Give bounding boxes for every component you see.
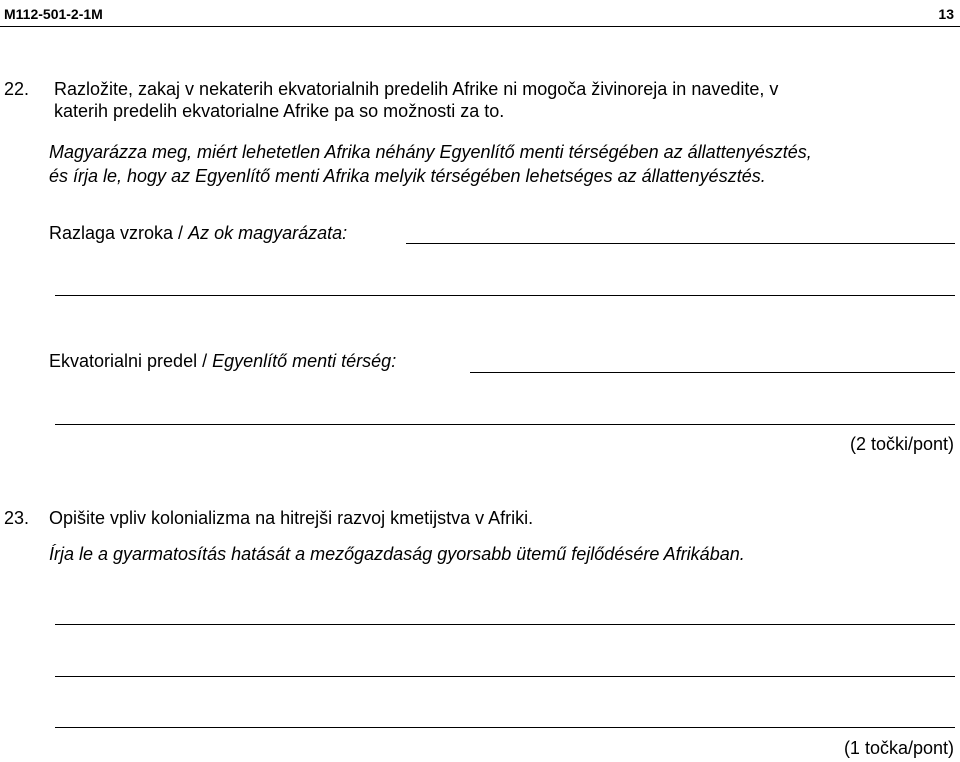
q22-text-sl-line2: katerih predelih ekvatorialne Afrike pa so možnosti za to. — [54, 101, 505, 121]
header-divider — [0, 26, 960, 27]
region-label — [49, 350, 396, 372]
region-answer-line-1[interactable] — [470, 372, 955, 373]
q22-text-hu-line2: és írja le, hogy az Egyenlítő menti Afrika melyik térségében lehetséges az állattenyésztés. — [49, 166, 766, 186]
page-number: 13 — [938, 6, 954, 22]
reason-label-sl: Razlaga vzroka / — [49, 223, 189, 243]
q23-text-sl: Opišite vpliv kolonializma na hitrejši razvoj kmetijstva v Afriki. — [49, 508, 534, 528]
region-answer-line-2[interactable] — [55, 424, 955, 425]
q23-answer-line-1[interactable] — [55, 624, 955, 625]
q22-text-hu-line1: Magyarázza meg, miért lehetetlen Afrika néhány Egyenlítő menti térségében az állattenyésztés, — [49, 142, 812, 162]
exam-code: M112-501-2-1M — [4, 6, 103, 22]
q23-number: 23. — [4, 508, 30, 528]
q23-points: (1 točka/pont) — [843, 738, 954, 758]
region-label-hu: Egyenlítő menti térség: — [212, 351, 397, 371]
q23-answer-line-2[interactable] — [55, 676, 955, 677]
q22-points: (2 točki/pont) — [849, 434, 954, 454]
q23-text-hu: Írja le a gyarmatosítás hatását a mezőgazdaság gyorsabb ütemű fejlődésére Afrikában. — [49, 544, 745, 564]
q22-text-sl-line1: Razložite, zakaj v nekaterih ekvatorialnih predelih Afrike ni mogoča živinoreja in navedite, v — [54, 79, 779, 99]
reason-answer-line-1[interactable] — [406, 243, 955, 244]
reason-answer-line-2[interactable] — [55, 295, 955, 296]
q22-number: 22. — [4, 79, 30, 99]
q23-answer-line-3[interactable] — [55, 727, 955, 728]
region-label-sl: Ekvatorialni predel / — [49, 351, 213, 371]
reason-label-hu: Az ok magyarázata: — [188, 223, 348, 243]
reason-label — [49, 222, 347, 244]
